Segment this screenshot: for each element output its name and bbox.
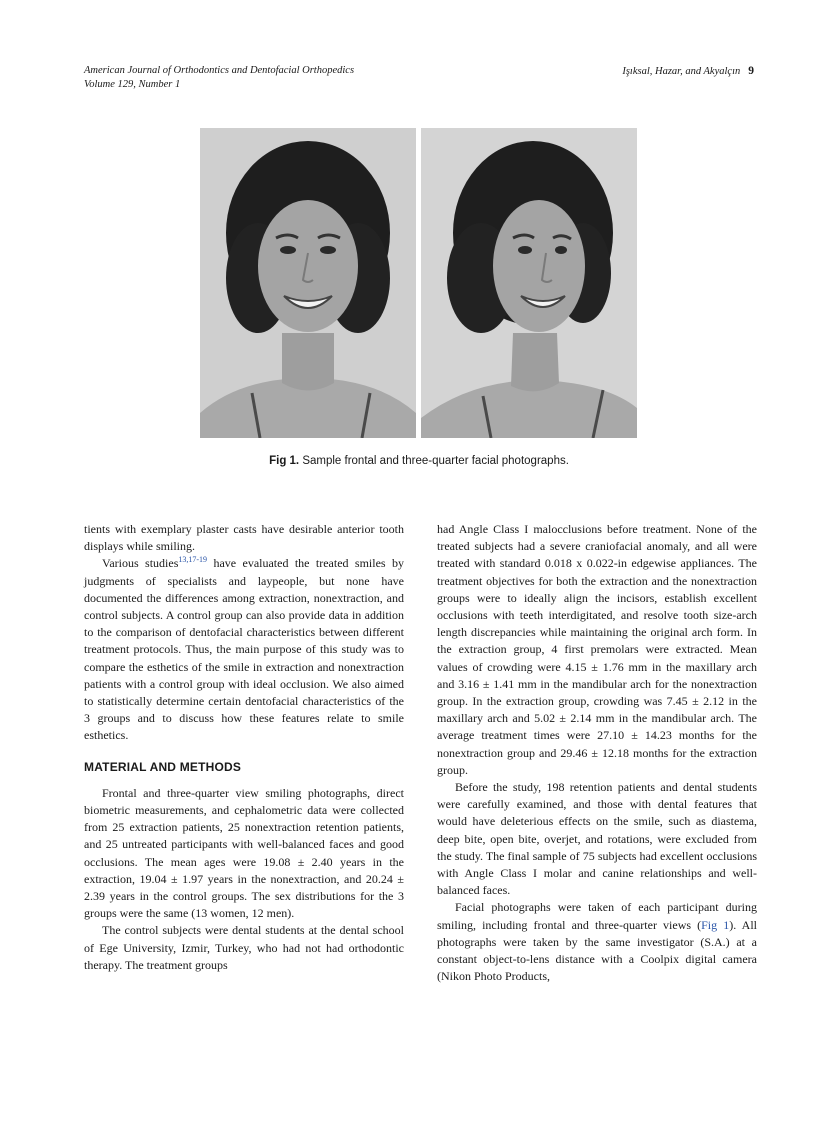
text-run: ). All photographs were taken by the same investigator (S.A.) at a constant object-to-lens distance with a Coolpix digital camera (Nikon Photo Products, bbox=[437, 917, 757, 984]
paragraph: The control subjects were dental students at the dental school of Ege University, Izmir, Turkey, who had not had orthodontic therapy. The treatment groups bbox=[84, 923, 404, 972]
journal-title: American Journal of Orthodontics and Dentofacial Orthopedics bbox=[84, 65, 355, 76]
paragraph: Frontal and three-quarter view smiling photographs, direct biometric measurements, and cephalometric data were collected from 25 extraction patients, 25 nonextraction retention patients, and 25 untreated participants with well-balanced faces and good occlusions. The mean ages were 19.08 ± 2.40 years in the extraction, 19.04 ± 1.97 years in the nonextraction, and 20.24 ± 2.39 years in the control groups. The sex distributions for the 3 groups were the same (13 women, 12 men). bbox=[84, 785, 404, 921]
figure-caption-text: Sample frontal and three-quarter facial photographs. bbox=[302, 455, 569, 467]
author-names: Işıksal, Hazar, and Akyalçın bbox=[622, 66, 741, 77]
left-column bbox=[84, 521, 404, 974]
text-run: have evaluated the treated smiles by judgments of specialists and laypeople, but none have documented the differences among extraction, nonextraction, and control subjects. A control group can also provide data in addition to the comparison of dentofacial characteristics between different treatment protocols. Thus, the main purpose of this study was to compare the esthetics of the smile in extraction and nonextraction patients with a control group with ideal occlusion. We also aimed to statistically determine certain dentofacial characteristics of the 3 groups and to discuss how these features relate to smile esthetics. bbox=[84, 556, 404, 743]
figure-label: Fig 1. bbox=[269, 455, 300, 467]
running-header-journal bbox=[84, 64, 354, 92]
paragraph: Before the study, 198 retention patients and dental students were carefully examined, and those with dental features that would have deleterious effects on the smile, such as diastema, deep bite, open bite, overjet, and rotations, were excluded from the study. The final sample of 75 subjects had excellent occlusions with Angle Class I molar and canine relationships and well-balanced faces. bbox=[437, 780, 757, 898]
page-number: 9 bbox=[748, 65, 754, 77]
citation-link[interactable]: 13,17-19 bbox=[178, 555, 208, 565]
figure-caption bbox=[0, 455, 838, 467]
paragraph: tients with exemplary plaster casts have desirable anterior tooth displays while smiling. bbox=[84, 522, 404, 554]
running-header-authors bbox=[622, 64, 754, 79]
text-run: Facial photographs were taken of each participant during smiling, including frontal and three-quarter views ( bbox=[437, 900, 757, 932]
frontal-photograph bbox=[200, 128, 416, 438]
paragraph bbox=[437, 899, 757, 985]
text-run: Various studies bbox=[102, 556, 179, 571]
three-quarter-photograph bbox=[421, 128, 637, 438]
journal-volume: Volume 129, Number 1 bbox=[84, 79, 181, 90]
paragraph bbox=[84, 555, 404, 744]
figure-reference-link[interactable]: Fig 1 bbox=[701, 917, 730, 932]
right-column bbox=[437, 521, 757, 985]
paragraph: had Angle Class I malocclusions before treatment. None of the treated subjects had a severe craniofacial anomaly, and all were treated with standard 0.018 x 0.022-in edgewise appliances. The treatment objectives for both the extraction and the nonextraction groups were to ideally align the incisors, establish excellent occlusions with teeth interdigitated, and resolve tooth size-arch length discrepancies while maintaining the original arch form. In the extraction group, 4 first premolars were extracted. Mean values of crowding were 4.15 ± 1.76 mm in the maxillary arch and 3.16 ± 1.41 mm in the mandibular arch for the nonextraction group. In the extraction group, crowding was 7.45 ± 2.12 in the maxillary arch and 5.02 ± 2.14 mm in the mandibular arch. The average treatment times were 27.10 ± 14.23 months for the nonextraction group and 29.46 ± 12.18 months for the extraction group. bbox=[437, 522, 757, 777]
section-heading: MATERIAL AND METHODS bbox=[84, 759, 242, 774]
